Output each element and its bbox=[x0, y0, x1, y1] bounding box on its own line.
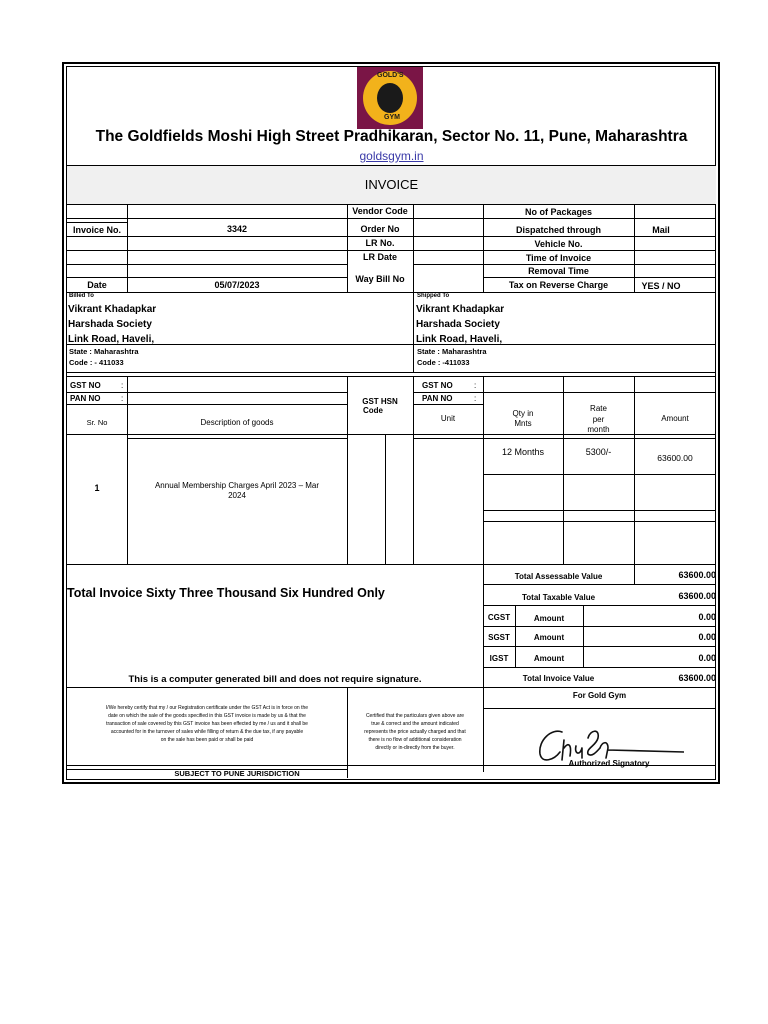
igst-label: IGST bbox=[489, 654, 509, 663]
divider bbox=[67, 218, 716, 219]
divider bbox=[67, 204, 716, 205]
dispatched-label: Dispatched through bbox=[516, 225, 601, 235]
declaration-line-1: I/We hereby certify that my / our Registration certificate under the GST Act is in force on the bbox=[105, 705, 309, 711]
hsn-label: GST HSN bbox=[362, 397, 398, 406]
certify-line-1: Certified that the particulars given above are bbox=[365, 713, 465, 719]
divider bbox=[483, 646, 716, 647]
assessable-label: Total Assessable Value bbox=[514, 572, 603, 581]
certify-line-5: directly or in-directly from the buyer. bbox=[375, 745, 455, 751]
col-qty-2: Mnts bbox=[514, 419, 532, 428]
divider bbox=[127, 438, 347, 439]
date-value: 05/07/2023 bbox=[214, 280, 260, 290]
billed-to-name: Vikrant Khadapkar bbox=[68, 304, 157, 315]
divider bbox=[67, 292, 716, 293]
invoice-no-value: 3342 bbox=[226, 224, 248, 234]
removal-time-label: Removal Time bbox=[528, 266, 589, 276]
jurisdiction-note: SUBJECT TO PUNE JURISDICTION bbox=[174, 769, 300, 778]
billed-to-line1: Harshada Society bbox=[68, 319, 152, 330]
packages-label: No of Packages bbox=[524, 207, 593, 217]
gst-colon: : bbox=[474, 381, 477, 390]
pan-colon: : bbox=[121, 394, 124, 403]
certify-line-4: there is no flow of additional consideration bbox=[368, 737, 462, 743]
item-qty: 12 Months bbox=[501, 447, 545, 457]
taxable-label: Total Taxable Value bbox=[521, 593, 596, 602]
col-amount: Amount bbox=[661, 414, 689, 423]
order-no-label: Order No bbox=[360, 224, 400, 234]
website-link[interactable]: goldsgym.in bbox=[359, 149, 424, 163]
invoice-value: 63600.00 bbox=[678, 673, 716, 683]
sgst-value: 0.00 bbox=[698, 632, 716, 642]
logo-text-top: GOLD'S bbox=[377, 72, 404, 79]
divider bbox=[67, 165, 716, 166]
for-gold-gym-label: For Gold Gym bbox=[572, 691, 627, 700]
dispatched-value: Mail bbox=[652, 225, 670, 235]
logo-figure bbox=[377, 83, 403, 113]
divider bbox=[67, 277, 347, 278]
declaration-line-4: accounted for in the turnover of sales while filling of return & the due tax, if any payable bbox=[110, 729, 304, 735]
divider bbox=[67, 564, 716, 565]
divider bbox=[67, 250, 716, 251]
divider bbox=[67, 404, 347, 405]
shipped-to-line2: Link Road, Haveli, bbox=[416, 334, 503, 345]
billed-to-code: Code : - 411033 bbox=[69, 358, 124, 367]
divider bbox=[413, 438, 716, 439]
pan-colon: : bbox=[474, 394, 477, 403]
hsn-code-label: Code bbox=[363, 406, 383, 415]
invoice-value-label: Total Invoice Value bbox=[522, 674, 595, 683]
divider bbox=[483, 474, 716, 475]
declaration-line-3: transaction of sale covered by this GST invoice has been effected by me / us and it shall be bbox=[106, 721, 308, 727]
divider bbox=[347, 376, 348, 564]
item-sr: 1 bbox=[94, 483, 100, 493]
divider bbox=[67, 264, 347, 265]
gst-no-label-right: GST NO bbox=[422, 381, 453, 390]
sgst-amount-label: Amount bbox=[533, 633, 565, 642]
divider bbox=[67, 376, 716, 377]
divider bbox=[483, 277, 716, 278]
divider bbox=[67, 434, 716, 435]
shipped-to-state: State : Maharashtra bbox=[417, 347, 487, 356]
divider bbox=[634, 376, 635, 564]
time-of-invoice-label: Time of Invoice bbox=[525, 253, 592, 263]
pan-no-label-left: PAN NO bbox=[70, 394, 101, 403]
divider bbox=[413, 376, 414, 564]
divider bbox=[413, 404, 483, 405]
gst-colon: : bbox=[121, 381, 124, 390]
billed-to-state: State : Maharashtra bbox=[69, 347, 139, 356]
divider bbox=[583, 605, 584, 667]
declaration-line-5: on the sale has been paid or shall be paid bbox=[160, 737, 254, 743]
way-bill-label: Way Bill No bbox=[355, 274, 405, 284]
invoice-no-label: Invoice No. bbox=[72, 225, 121, 235]
lr-date-label: LR Date bbox=[362, 252, 397, 262]
billed-to-line2: Link Road, Haveli, bbox=[68, 334, 155, 345]
cgst-amount-label: Amount bbox=[533, 614, 565, 623]
golds-gym-logo bbox=[357, 67, 423, 129]
invoice-title: INVOICE bbox=[364, 177, 419, 192]
taxable-value: 63600.00 bbox=[678, 591, 716, 601]
divider bbox=[385, 434, 386, 564]
divider bbox=[413, 204, 414, 292]
igst-amount-label: Amount bbox=[533, 654, 565, 663]
shipped-to-name: Vikrant Khadapkar bbox=[416, 304, 505, 315]
vendor-code-label: Vendor Code bbox=[352, 206, 408, 216]
divider bbox=[483, 510, 716, 511]
divider bbox=[67, 687, 716, 688]
divider bbox=[483, 521, 716, 522]
gst-no-label-left: GST NO bbox=[70, 381, 101, 390]
company-address: The Goldfields Moshi High Street Pradhikaran, Sector No. 11, Pune, Maharashtra bbox=[95, 128, 688, 145]
item-rate: 5300/- bbox=[585, 447, 612, 457]
total-in-words: Total Invoice Sixty Three Thousand Six Hundred Only bbox=[67, 586, 385, 600]
tax-reverse-label: Tax on Reverse Charge bbox=[508, 280, 609, 290]
col-unit: Unit bbox=[440, 414, 456, 423]
authorized-signatory: Authorized Signatory bbox=[568, 759, 650, 768]
divider bbox=[413, 264, 716, 265]
col-rate-2: per bbox=[592, 415, 605, 424]
divider bbox=[413, 292, 414, 372]
computer-generated-note: This is a computer generated bill and does not require signature. bbox=[128, 674, 422, 685]
date-label: Date bbox=[87, 280, 107, 290]
divider bbox=[67, 372, 716, 373]
divider bbox=[67, 222, 127, 223]
divider bbox=[483, 667, 716, 668]
col-sr: Sr. No bbox=[86, 418, 108, 427]
col-rate-3: month bbox=[587, 425, 610, 434]
item-amount: 63600.00 bbox=[657, 453, 693, 463]
igst-value: 0.00 bbox=[698, 653, 716, 663]
divider bbox=[483, 626, 716, 627]
item-desc-1: Annual Membership Charges April 2023 – Mar bbox=[154, 481, 320, 490]
divider bbox=[483, 708, 716, 709]
divider bbox=[67, 236, 716, 237]
divider bbox=[127, 376, 128, 564]
col-rate-1: Rate bbox=[590, 404, 607, 413]
logo-text-bottom: GYM bbox=[384, 114, 400, 121]
billed-to-label: Billed To bbox=[69, 293, 94, 299]
divider bbox=[483, 584, 716, 585]
divider bbox=[67, 344, 716, 345]
divider bbox=[563, 376, 564, 564]
col-desc: Description of goods bbox=[200, 418, 274, 427]
divider bbox=[483, 605, 716, 606]
divider bbox=[127, 204, 128, 292]
item-desc-2: 2024 bbox=[228, 491, 246, 500]
shipped-to-label: Shipped To bbox=[417, 293, 450, 299]
cgst-value: 0.00 bbox=[698, 612, 716, 622]
declaration-line-2: date on which the sale of the goods specified in this GST invoice is made by us & that the bbox=[108, 713, 306, 719]
cgst-label: CGST bbox=[487, 613, 511, 622]
shipped-to-line1: Harshada Society bbox=[416, 319, 500, 330]
divider bbox=[634, 204, 635, 292]
divider bbox=[413, 392, 716, 393]
assessable-value: 63600.00 bbox=[678, 570, 716, 580]
sgst-label: SGST bbox=[488, 633, 510, 642]
lr-no-label: LR No. bbox=[365, 238, 395, 248]
certify-line-3: represents the price actually charged and that bbox=[364, 729, 466, 735]
col-qty-1: Qty in bbox=[512, 409, 534, 418]
pan-no-label-right: PAN NO bbox=[422, 394, 453, 403]
divider bbox=[483, 376, 484, 564]
shipped-to-code: Code : -411033 bbox=[417, 358, 470, 367]
tax-reverse-value: YES / NO bbox=[641, 281, 681, 291]
divider bbox=[67, 392, 347, 393]
vehicle-no-label: Vehicle No. bbox=[534, 239, 583, 249]
certify-line-2: true & correct and the amount indicated bbox=[371, 721, 459, 727]
